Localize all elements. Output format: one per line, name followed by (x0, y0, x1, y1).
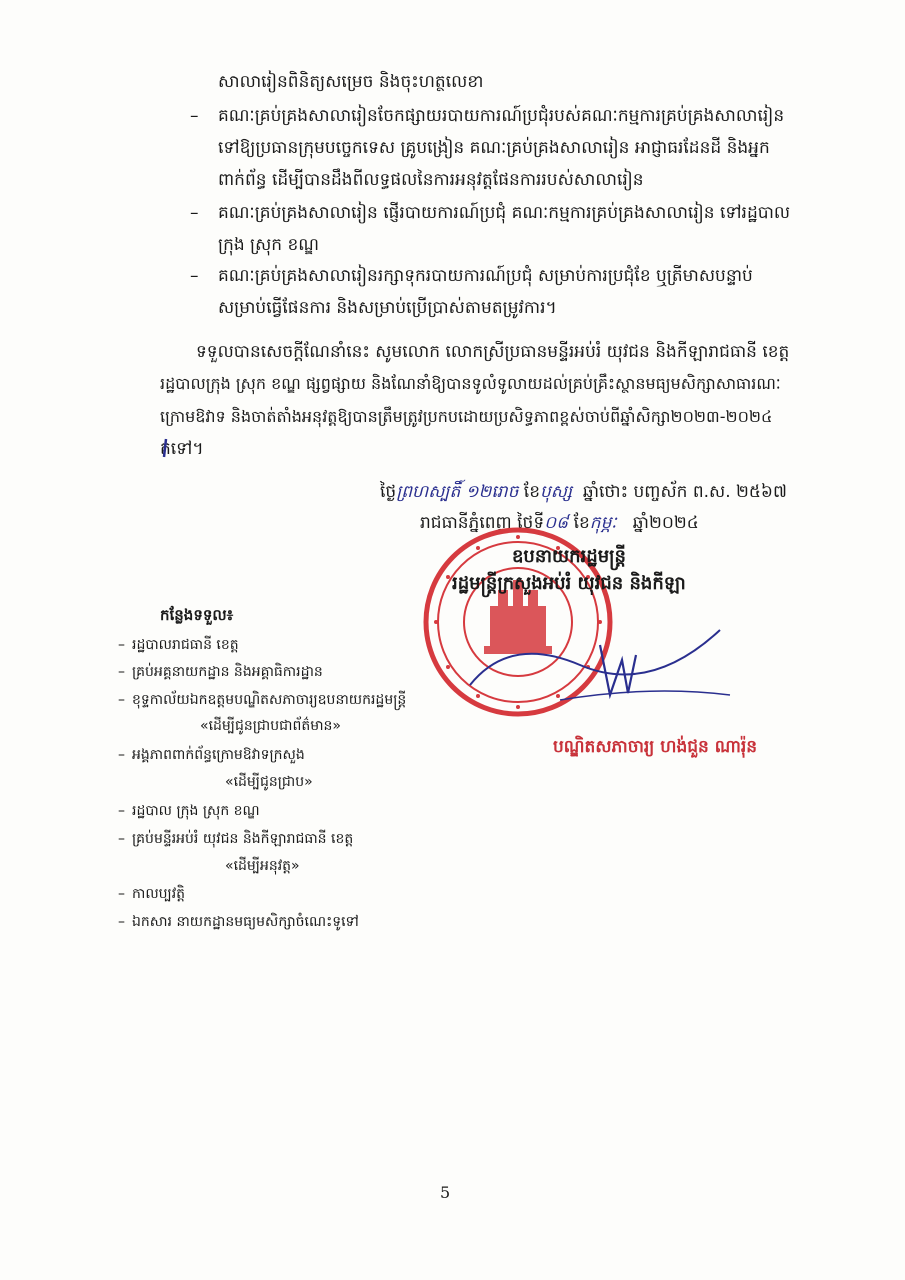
signatory-title-1: ឧបនាយករដ្ឋមន្ត្រី (512, 546, 626, 567)
bullet-dash: – (190, 203, 199, 223)
recipient-item: កាលប្បវត្តិ (132, 886, 186, 902)
list-dash: – (118, 692, 125, 708)
list-dash: – (118, 747, 125, 763)
solar-year: ឆ្នាំ២០២៤ (632, 513, 699, 533)
bullet-dash: – (190, 106, 199, 126)
signatory-name: បណ្ឌិតសភាចារ្យ ហង់ជួន ណារ៉ុន (553, 737, 758, 757)
lunar-date (380, 480, 787, 504)
page-number: 5 (440, 1183, 451, 1202)
body-line: សម្រាប់ធ្វើផែនការ និងសម្រាប់ប្រើប្រាស់តាមតម្រូវការ។ (218, 298, 557, 318)
recipients-heading: កន្លែងទទួល៖ (160, 606, 234, 624)
solar-month-handwritten: កុម្ភៈ (589, 513, 617, 533)
closing-line: ក្រោមឱវាទ និងចាត់តាំងអនុវត្តឱ្យបានត្រឹមត្រូវប្រកបដោយប្រសិទ្ធភាពខ្ពស់ចាប់ពីឆ្នាំសិក្សា២០២៣-២០២៤ (160, 407, 773, 426)
signatory-title-2: រដ្ឋមន្ត្រីក្រសួងអប់រំ យុវជន និងកីឡា (452, 573, 686, 594)
closing-line: រដ្ឋបាលក្រុង ស្រុក ខណ្ឌ ផ្សព្វផ្សាយ និងណែនាំឱ្យបានទូលំទូលាយដល់គ្រប់គ្រឹះស្ថានមធ្យមសិក្សាសាធារណៈ (160, 374, 781, 393)
recipient-item: រដ្ឋបាលរាជធានី ខេត្ត (132, 637, 239, 653)
body-line: គណៈគ្រប់គ្រងសាលារៀន ផ្ញើរបាយការណ៍ប្រជុំ គណៈកម្មការគ្រប់គ្រងសាលារៀន ទៅរដ្ឋបាល (218, 203, 791, 223)
recipient-item: អង្គភាពពាក់ព័ន្ធក្រោមឱវាទក្រសួង (132, 747, 305, 763)
recipient-item: ខុទ្ទកាល័យឯកឧត្តមបណ្ឌិតសភាចារ្យឧបនាយករដ្ឋមន្ត្រី (132, 692, 407, 708)
recipient-item: គ្រប់អគ្គនាយកដ្ឋាន និងអគ្គាធិការដ្ឋាន (132, 664, 323, 680)
body-line: គណៈគ្រប់គ្រងសាលារៀនចែកផ្សាយរបាយការណ៍ប្រជុំរបស់គណៈកម្មការគ្រប់គ្រងសាលារៀន (218, 106, 785, 126)
solar-day-handwritten: ០៨ (544, 513, 569, 533)
closing-line: តទៅ។ (160, 439, 204, 459)
recipient-note: «ដើម្បីជូនជ្រាប» (225, 774, 313, 790)
recipient-note: «ដើម្បីជូនជ្រាបជាព័ត៌មាន» (200, 718, 341, 734)
body-line: គណៈគ្រប់គ្រងសាលារៀនរក្សាទុករបាយការណ៍ប្រជុំ សម្រាប់ការប្រជុំខែ ឬត្រីមាសបន្ទាប់ (218, 266, 753, 286)
recipient-item: ឯកសារ នាយកដ្ឋានមធ្យមសិក្សាចំណេះទូទៅ (132, 914, 359, 930)
lunar-month-label: ខែ (523, 482, 540, 502)
recipient-note: «ដើម្បីអនុវត្ត» (225, 858, 300, 874)
bullet-dash: – (190, 266, 199, 286)
list-dash: – (118, 831, 125, 847)
body-line: ក្រុង ស្រុក ខណ្ឌ (218, 235, 320, 255)
body-line: ទៅឱ្យប្រធានក្រុមបច្ចេកទេស គ្រូបង្រៀន គណៈគ្រប់គ្រងសាលារៀន អាជ្ញាធរដែនដី និងអ្នក (218, 138, 770, 158)
handwritten-signature (450, 615, 740, 705)
body-line: សាលារៀនពិនិត្យសម្រេច និងចុះហត្ថលេខា (218, 72, 484, 92)
lunar-prefix: ថ្ងៃ (380, 482, 397, 502)
list-dash: – (118, 803, 125, 819)
recipient-item: គ្រប់មន្ទីរអប់រំ យុវជន និងកីឡារាជធានី ខេត្ត (132, 831, 354, 847)
recipient-item: រដ្ឋបាល ក្រុង ស្រុក ខណ្ឌ (132, 803, 260, 819)
list-dash: – (118, 914, 125, 930)
list-dash: – (118, 664, 125, 680)
list-dash: – (118, 637, 125, 653)
ink-mark (162, 437, 170, 459)
lunar-day-handwritten: ព្រហស្បតិ៍ ១២រោច (396, 482, 519, 502)
body-line: ពាក់ព័ន្ធ ដើម្បីបានដឹងពីលទ្ធផលនៃការអនុវត្តផែនការរបស់សាលារៀន (218, 170, 644, 190)
lunar-month-handwritten: បុស្ស (539, 482, 573, 502)
lunar-year: ឆ្នាំថោះ បញ្ចស័ក ព.ស. ២៥៦៧ (582, 482, 787, 502)
closing-line: ទទួលបានសេចក្ដីណែនាំនេះ សូមលោក លោកស្រីប្រធានមន្ទីរអប់រំ យុវជន និងកីឡារាជធានី ខេត្ត (196, 342, 790, 362)
list-dash: – (118, 886, 125, 902)
solar-prefix: រាជធានីភ្នំពេញ ថ្ងៃទី (420, 513, 545, 533)
solar-month-label: ខែ (573, 513, 590, 533)
